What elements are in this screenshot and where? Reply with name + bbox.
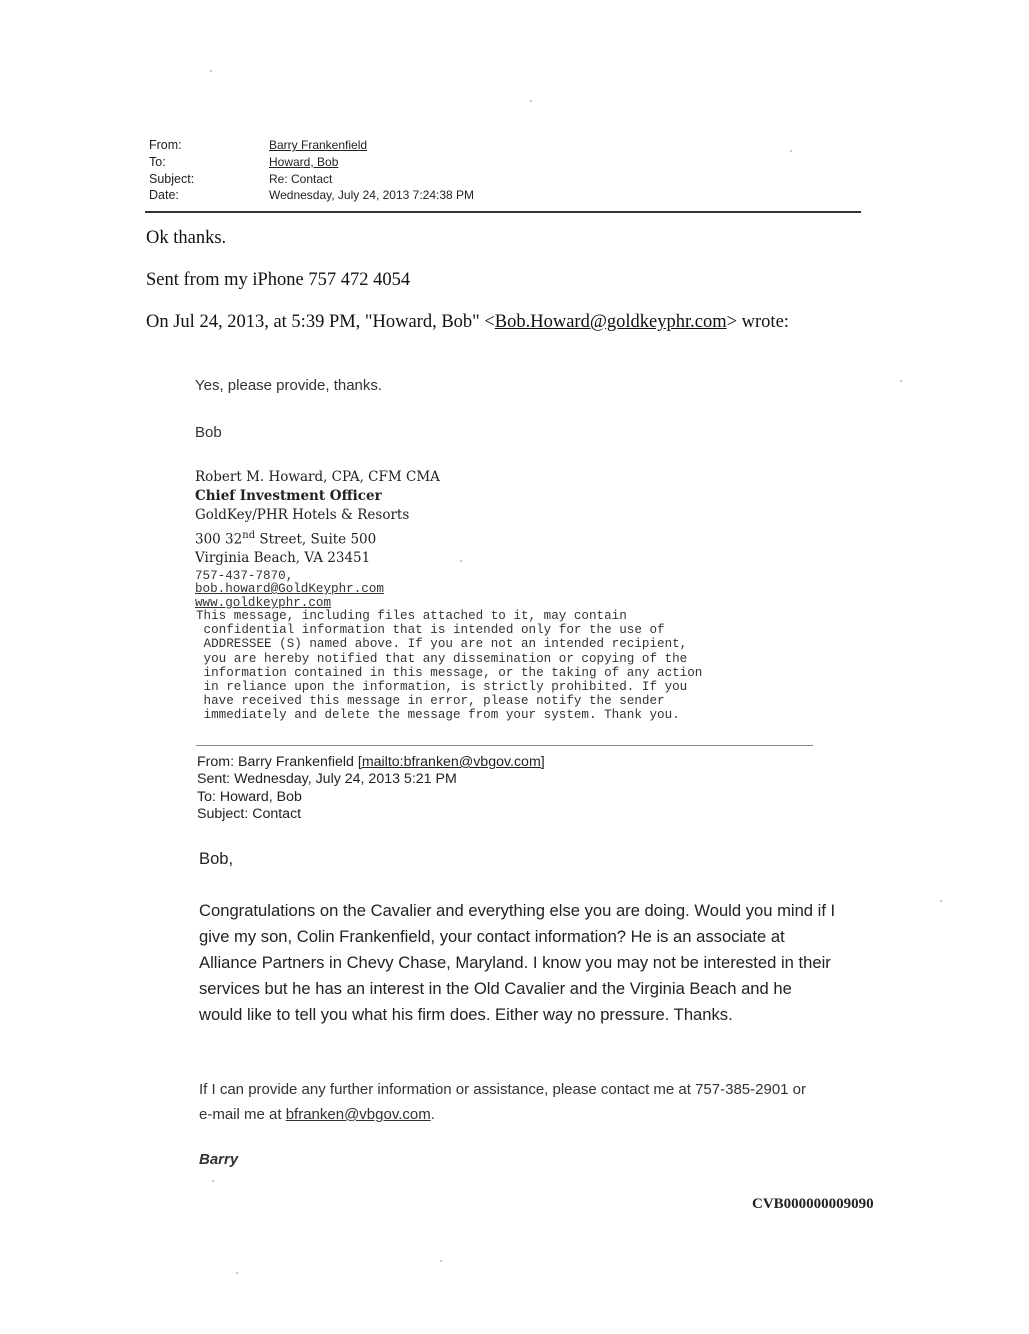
- header-from-label: From:: [149, 138, 182, 152]
- contact-text: If I can provide any further information or assistance, please contact me at 757-385-2901 or e-mail me at: [199, 1081, 807, 1123]
- signature-name: Robert M. Howard, CPA, CFM CMA: [195, 469, 440, 485]
- quote-intro: [146, 312, 789, 333]
- header-subject-label: Subject:: [149, 172, 195, 186]
- forwarded-to-label: To:: [197, 789, 216, 805]
- confidentiality-disclaimer: This message, including files attached to it, may contain confidential information that is intended only for the use of ADDRESSEE (S) named above. If you are not an intended recipient, you are hereby notified that any dissemination or copying of the information contained in this message, or the taking of any action in reliance upon the information, is strictly prohibited. If you have received this message in error, please notify the sender immediately and delete the message from your system. Thank you.: [196, 609, 703, 723]
- signature-company: GoldKey/PHR Hotels & Resorts: [195, 507, 410, 523]
- forwarded-to: [197, 789, 302, 805]
- original-contact-line: [199, 1077, 819, 1127]
- signature-title: Chief Investment Officer: [195, 488, 382, 504]
- bob-message-line-2: Bob: [195, 424, 222, 441]
- header-divider: [145, 211, 861, 213]
- quote-intro-pre: On Jul 24, 2013, at 5:39 PM, "Howard, Bob" <: [146, 312, 495, 332]
- original-body: Congratulations on the Cavalier and everything else you are doing. Would you mind if I give my son, Colin Frankenfield, your contact information? He is an associate at Alliance Partners in Chevy Chase, Maryland. I know you may not be interested in their services but he has an interest in the Old Cavalier and the Virginia Beach and he would like to tell you what his firm does. Either way no pressure. Thanks.: [199, 901, 836, 1024]
- forwarded-to-value: Howard, Bob: [219, 789, 302, 805]
- address-superscript: nd: [242, 530, 256, 541]
- signature-email[interactable]: bob.howard@GoldKeyphr.com: [195, 582, 384, 596]
- scan-speck: [940, 900, 942, 902]
- header-date-label: Date:: [149, 188, 179, 202]
- signature-address: [195, 530, 376, 548]
- scan-speck: [236, 1272, 238, 1274]
- original-greeting: Bob,: [199, 849, 234, 868]
- forwarded-subject-value: Contact: [252, 806, 302, 822]
- forwarded-sent-value: Wednesday, July 24, 2013 5:21 PM: [234, 771, 457, 787]
- original-signoff: Barry: [199, 1151, 239, 1168]
- signature-phone: 757-437-7870,: [195, 569, 294, 583]
- quote-intro-post: > wrote:: [726, 312, 789, 332]
- scan-speck: [530, 100, 532, 102]
- contact-email[interactable]: bfranken@vbgov.com: [285, 1106, 431, 1123]
- bob-message-line-1: Yes, please provide, thanks.: [195, 377, 383, 394]
- header-to-label: To:: [149, 155, 166, 169]
- bates-number: CVB000000009090: [752, 1196, 874, 1212]
- quote-intro-email[interactable]: Bob.Howard@goldkeyphr.com: [494, 312, 727, 332]
- scan-speck: [210, 70, 212, 72]
- address-street: Street, Suite 500: [255, 531, 377, 548]
- forwarded-from: [197, 754, 545, 770]
- scan-speck: [900, 380, 902, 382]
- forwarded-subject-label: Subject:: [197, 806, 249, 822]
- scan-speck: [212, 1180, 214, 1182]
- forwarded-divider: [196, 745, 813, 746]
- header-from-value[interactable]: Barry Frankenfield: [269, 138, 368, 152]
- scan-speck: [460, 560, 462, 562]
- header-subject-value: Re: Contact: [269, 172, 333, 186]
- header-to-value[interactable]: Howard, Bob: [269, 155, 339, 169]
- address-number: 300 32: [195, 531, 243, 548]
- forwarded-from-label: From:: [197, 754, 235, 770]
- scan-speck: [440, 1260, 442, 1262]
- reply-line-1: Ok thanks.: [146, 228, 227, 248]
- forwarded-from-mailto[interactable]: [mailto:bfranken@vbgov.com]: [357, 754, 545, 770]
- scan-speck: [790, 150, 792, 152]
- signature-website[interactable]: www.goldkeyphr.com: [195, 596, 332, 610]
- forwarded-from-name: Barry Frankenfield: [238, 754, 354, 770]
- forwarded-subject: [197, 806, 301, 822]
- reply-line-2: Sent from my iPhone 757 472 4054: [146, 270, 411, 290]
- forwarded-sent: [197, 771, 457, 787]
- forwarded-sent-label: Sent:: [197, 771, 231, 787]
- signature-city: Virginia Beach, VA 23451: [195, 550, 371, 566]
- contact-end: .: [430, 1106, 435, 1123]
- header-date-value: Wednesday, July 24, 2013 7:24:38 PM: [269, 188, 475, 202]
